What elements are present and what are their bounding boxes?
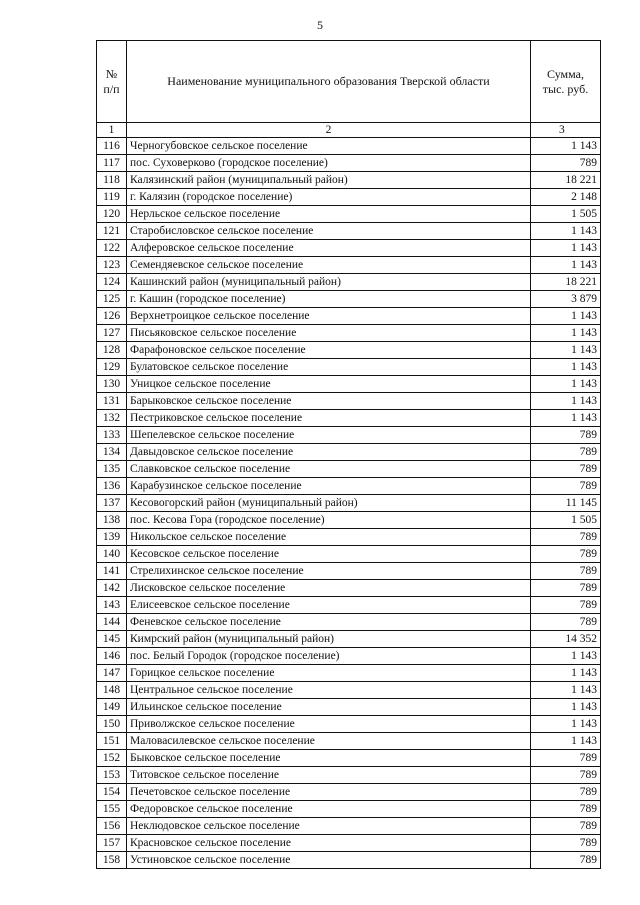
row-name: Устиновское сельское поселение (127, 852, 531, 869)
row-amount: 2 148 (531, 189, 601, 206)
table-row (97, 308, 601, 325)
row-amount: 789 (531, 155, 601, 172)
row-number: 124 (97, 274, 127, 291)
table-row (97, 563, 601, 580)
row-amount: 18 221 (531, 274, 601, 291)
row-amount: 789 (531, 835, 601, 852)
row-name: Семендяевское сельское поселение (127, 257, 531, 274)
row-name: Горицкое сельское поселение (127, 665, 531, 682)
table-row (97, 240, 601, 257)
row-number: 151 (97, 733, 127, 750)
row-amount: 1 143 (531, 376, 601, 393)
table-row (97, 291, 601, 308)
table-row (97, 427, 601, 444)
row-number: 135 (97, 461, 127, 478)
row-number: 136 (97, 478, 127, 495)
row-amount: 789 (531, 444, 601, 461)
table-row (97, 325, 601, 342)
row-name: Барыковское сельское поселение (127, 393, 531, 410)
table-row (97, 818, 601, 835)
row-amount: 14 352 (531, 631, 601, 648)
table-row (97, 393, 601, 410)
table-row (97, 699, 601, 716)
row-name: Феневское сельское поселение (127, 614, 531, 631)
table-row (97, 597, 601, 614)
row-number: 142 (97, 580, 127, 597)
table-row (97, 359, 601, 376)
row-name: Булатовское сельское поселение (127, 359, 531, 376)
municipal-funding-table (96, 40, 601, 869)
row-name: Фарафоновское сельское поселение (127, 342, 531, 359)
table-row (97, 546, 601, 563)
row-number: 155 (97, 801, 127, 818)
row-name: пос. Белый Городок (городское поселение) (127, 648, 531, 665)
row-number: 156 (97, 818, 127, 835)
table-row (97, 172, 601, 189)
row-amount: 1 143 (531, 716, 601, 733)
row-name: Уницкое сельское поселение (127, 376, 531, 393)
row-name: Кимрский район (муниципальный район) (127, 631, 531, 648)
table-row (97, 461, 601, 478)
row-number: 157 (97, 835, 127, 852)
row-amount: 11 145 (531, 495, 601, 512)
row-number: 132 (97, 410, 127, 427)
row-name: Приволжское сельское поселение (127, 716, 531, 733)
table-row (97, 801, 601, 818)
column-number-2: 2 (127, 123, 531, 138)
row-number: 146 (97, 648, 127, 665)
row-number: 152 (97, 750, 127, 767)
row-number: 144 (97, 614, 127, 631)
table-row (97, 665, 601, 682)
row-amount: 789 (531, 563, 601, 580)
row-name: Славковское сельское поселение (127, 461, 531, 478)
header-sum-line1: Сумма, (547, 66, 584, 81)
row-number: 137 (97, 495, 127, 512)
row-name: Карабузинское сельское поселение (127, 478, 531, 495)
table-row (97, 767, 601, 784)
header-sum (531, 41, 601, 123)
row-amount: 1 143 (531, 359, 601, 376)
row-amount: 18 221 (531, 172, 601, 189)
table-row (97, 682, 601, 699)
table-row (97, 274, 601, 291)
row-name: пос. Кесова Гора (городское поселение) (127, 512, 531, 529)
row-number: 118 (97, 172, 127, 189)
row-amount: 789 (531, 750, 601, 767)
row-name: Неклюдовское сельское поселение (127, 818, 531, 835)
column-numbers-row (97, 123, 601, 138)
column-number-1: 1 (97, 123, 127, 138)
row-amount: 1 143 (531, 665, 601, 682)
row-number: 148 (97, 682, 127, 699)
row-name: Письяковское сельское поселение (127, 325, 531, 342)
row-amount: 1 143 (531, 699, 601, 716)
row-amount: 1 143 (531, 138, 601, 155)
table-header-row (97, 41, 601, 123)
header-number-line1: № (105, 66, 118, 81)
header-number-line2: п/п (103, 81, 120, 96)
row-name: Никольское сельское поселение (127, 529, 531, 546)
row-amount: 1 143 (531, 682, 601, 699)
row-amount: 1 143 (531, 223, 601, 240)
row-amount: 1 143 (531, 393, 601, 410)
row-name: Калязинский район (муниципальный район) (127, 172, 531, 189)
row-number: 147 (97, 665, 127, 682)
row-amount: 789 (531, 818, 601, 835)
row-amount: 789 (531, 580, 601, 597)
row-number: 116 (97, 138, 127, 155)
table-row (97, 478, 601, 495)
row-number: 138 (97, 512, 127, 529)
table-row (97, 495, 601, 512)
table-row (97, 750, 601, 767)
table-row (97, 835, 601, 852)
page-number: 5 (317, 18, 323, 32)
row-number: 128 (97, 342, 127, 359)
row-amount: 789 (531, 461, 601, 478)
table-body (97, 138, 601, 869)
row-number: 141 (97, 563, 127, 580)
table-row (97, 631, 601, 648)
table-row (97, 376, 601, 393)
table-row (97, 155, 601, 172)
column-number-3: 3 (531, 123, 601, 138)
row-name: Давыдовское сельское поселение (127, 444, 531, 461)
row-number: 129 (97, 359, 127, 376)
row-amount: 3 879 (531, 291, 601, 308)
table-row (97, 206, 601, 223)
row-number: 122 (97, 240, 127, 257)
row-amount: 1 143 (531, 648, 601, 665)
header-sum-line2: тыс. руб. (542, 81, 589, 96)
row-amount: 789 (531, 597, 601, 614)
row-name: Черногубовское сельское поселение (127, 138, 531, 155)
row-number: 131 (97, 393, 127, 410)
row-name: Быковское сельское поселение (127, 750, 531, 767)
row-name: Пестриковское сельское поселение (127, 410, 531, 427)
row-number: 150 (97, 716, 127, 733)
row-amount: 1 143 (531, 325, 601, 342)
row-name: Стрелихинское сельское поселение (127, 563, 531, 580)
table-row (97, 733, 601, 750)
row-name: Шепелевское сельское поселение (127, 427, 531, 444)
row-amount: 789 (531, 767, 601, 784)
row-amount: 789 (531, 784, 601, 801)
table-row (97, 444, 601, 461)
table-row (97, 648, 601, 665)
row-number: 149 (97, 699, 127, 716)
row-number: 125 (97, 291, 127, 308)
row-amount: 789 (531, 546, 601, 563)
row-number: 143 (97, 597, 127, 614)
row-amount: 789 (531, 852, 601, 869)
row-name: Маловасилевское сельское поселение (127, 733, 531, 750)
row-name: Лисковское сельское поселение (127, 580, 531, 597)
table-row (97, 410, 601, 427)
row-name: г. Калязин (городское поселение) (127, 189, 531, 206)
table-row (97, 257, 601, 274)
row-number: 153 (97, 767, 127, 784)
table-row (97, 580, 601, 597)
row-number: 127 (97, 325, 127, 342)
table-row (97, 529, 601, 546)
row-name: Печетовское сельское поселение (127, 784, 531, 801)
row-name: Нерльское сельское поселение (127, 206, 531, 223)
header-number (97, 41, 127, 123)
row-number: 154 (97, 784, 127, 801)
table-row (97, 784, 601, 801)
row-amount: 1 505 (531, 206, 601, 223)
row-number: 134 (97, 444, 127, 461)
row-number: 133 (97, 427, 127, 444)
row-name: Верхнетроицкое сельское поселение (127, 308, 531, 325)
row-amount: 1 143 (531, 733, 601, 750)
row-name: Старобисловское сельское поселение (127, 223, 531, 240)
table-row (97, 512, 601, 529)
row-name: Кашинский район (муниципальный район) (127, 274, 531, 291)
row-name: Центральное сельское поселение (127, 682, 531, 699)
row-amount: 789 (531, 614, 601, 631)
row-number: 123 (97, 257, 127, 274)
row-amount: 1 143 (531, 342, 601, 359)
row-amount: 1 143 (531, 240, 601, 257)
row-amount: 1 143 (531, 308, 601, 325)
row-amount: 789 (531, 427, 601, 444)
table-row (97, 342, 601, 359)
row-number: 158 (97, 852, 127, 869)
row-amount: 789 (531, 801, 601, 818)
row-number: 130 (97, 376, 127, 393)
row-number: 139 (97, 529, 127, 546)
table-row (97, 852, 601, 869)
row-number: 120 (97, 206, 127, 223)
table-row (97, 138, 601, 155)
row-name: Титовское сельское поселение (127, 767, 531, 784)
row-amount: 1 143 (531, 410, 601, 427)
row-name: пос. Суховерково (городское поселение) (127, 155, 531, 172)
row-amount: 1 143 (531, 257, 601, 274)
row-amount: 1 505 (531, 512, 601, 529)
row-amount: 789 (531, 478, 601, 495)
row-name: г. Кашин (городское поселение) (127, 291, 531, 308)
row-number: 145 (97, 631, 127, 648)
row-name: Ильинское сельское поселение (127, 699, 531, 716)
table-row (97, 614, 601, 631)
table-row (97, 189, 601, 206)
row-number: 140 (97, 546, 127, 563)
table-row (97, 223, 601, 240)
row-name: Красновское сельское поселение (127, 835, 531, 852)
header-name: Наименование муниципального образования Тверской области (127, 41, 531, 123)
table-row (97, 716, 601, 733)
row-name: Кесовское сельское поселение (127, 546, 531, 563)
row-name: Федоровское сельское поселение (127, 801, 531, 818)
row-number: 126 (97, 308, 127, 325)
row-amount: 789 (531, 529, 601, 546)
row-number: 119 (97, 189, 127, 206)
row-name: Алферовское сельское поселение (127, 240, 531, 257)
row-name: Елисеевское сельское поселение (127, 597, 531, 614)
row-number: 121 (97, 223, 127, 240)
row-number: 117 (97, 155, 127, 172)
row-name: Кесовогорский район (муниципальный район) (127, 495, 531, 512)
